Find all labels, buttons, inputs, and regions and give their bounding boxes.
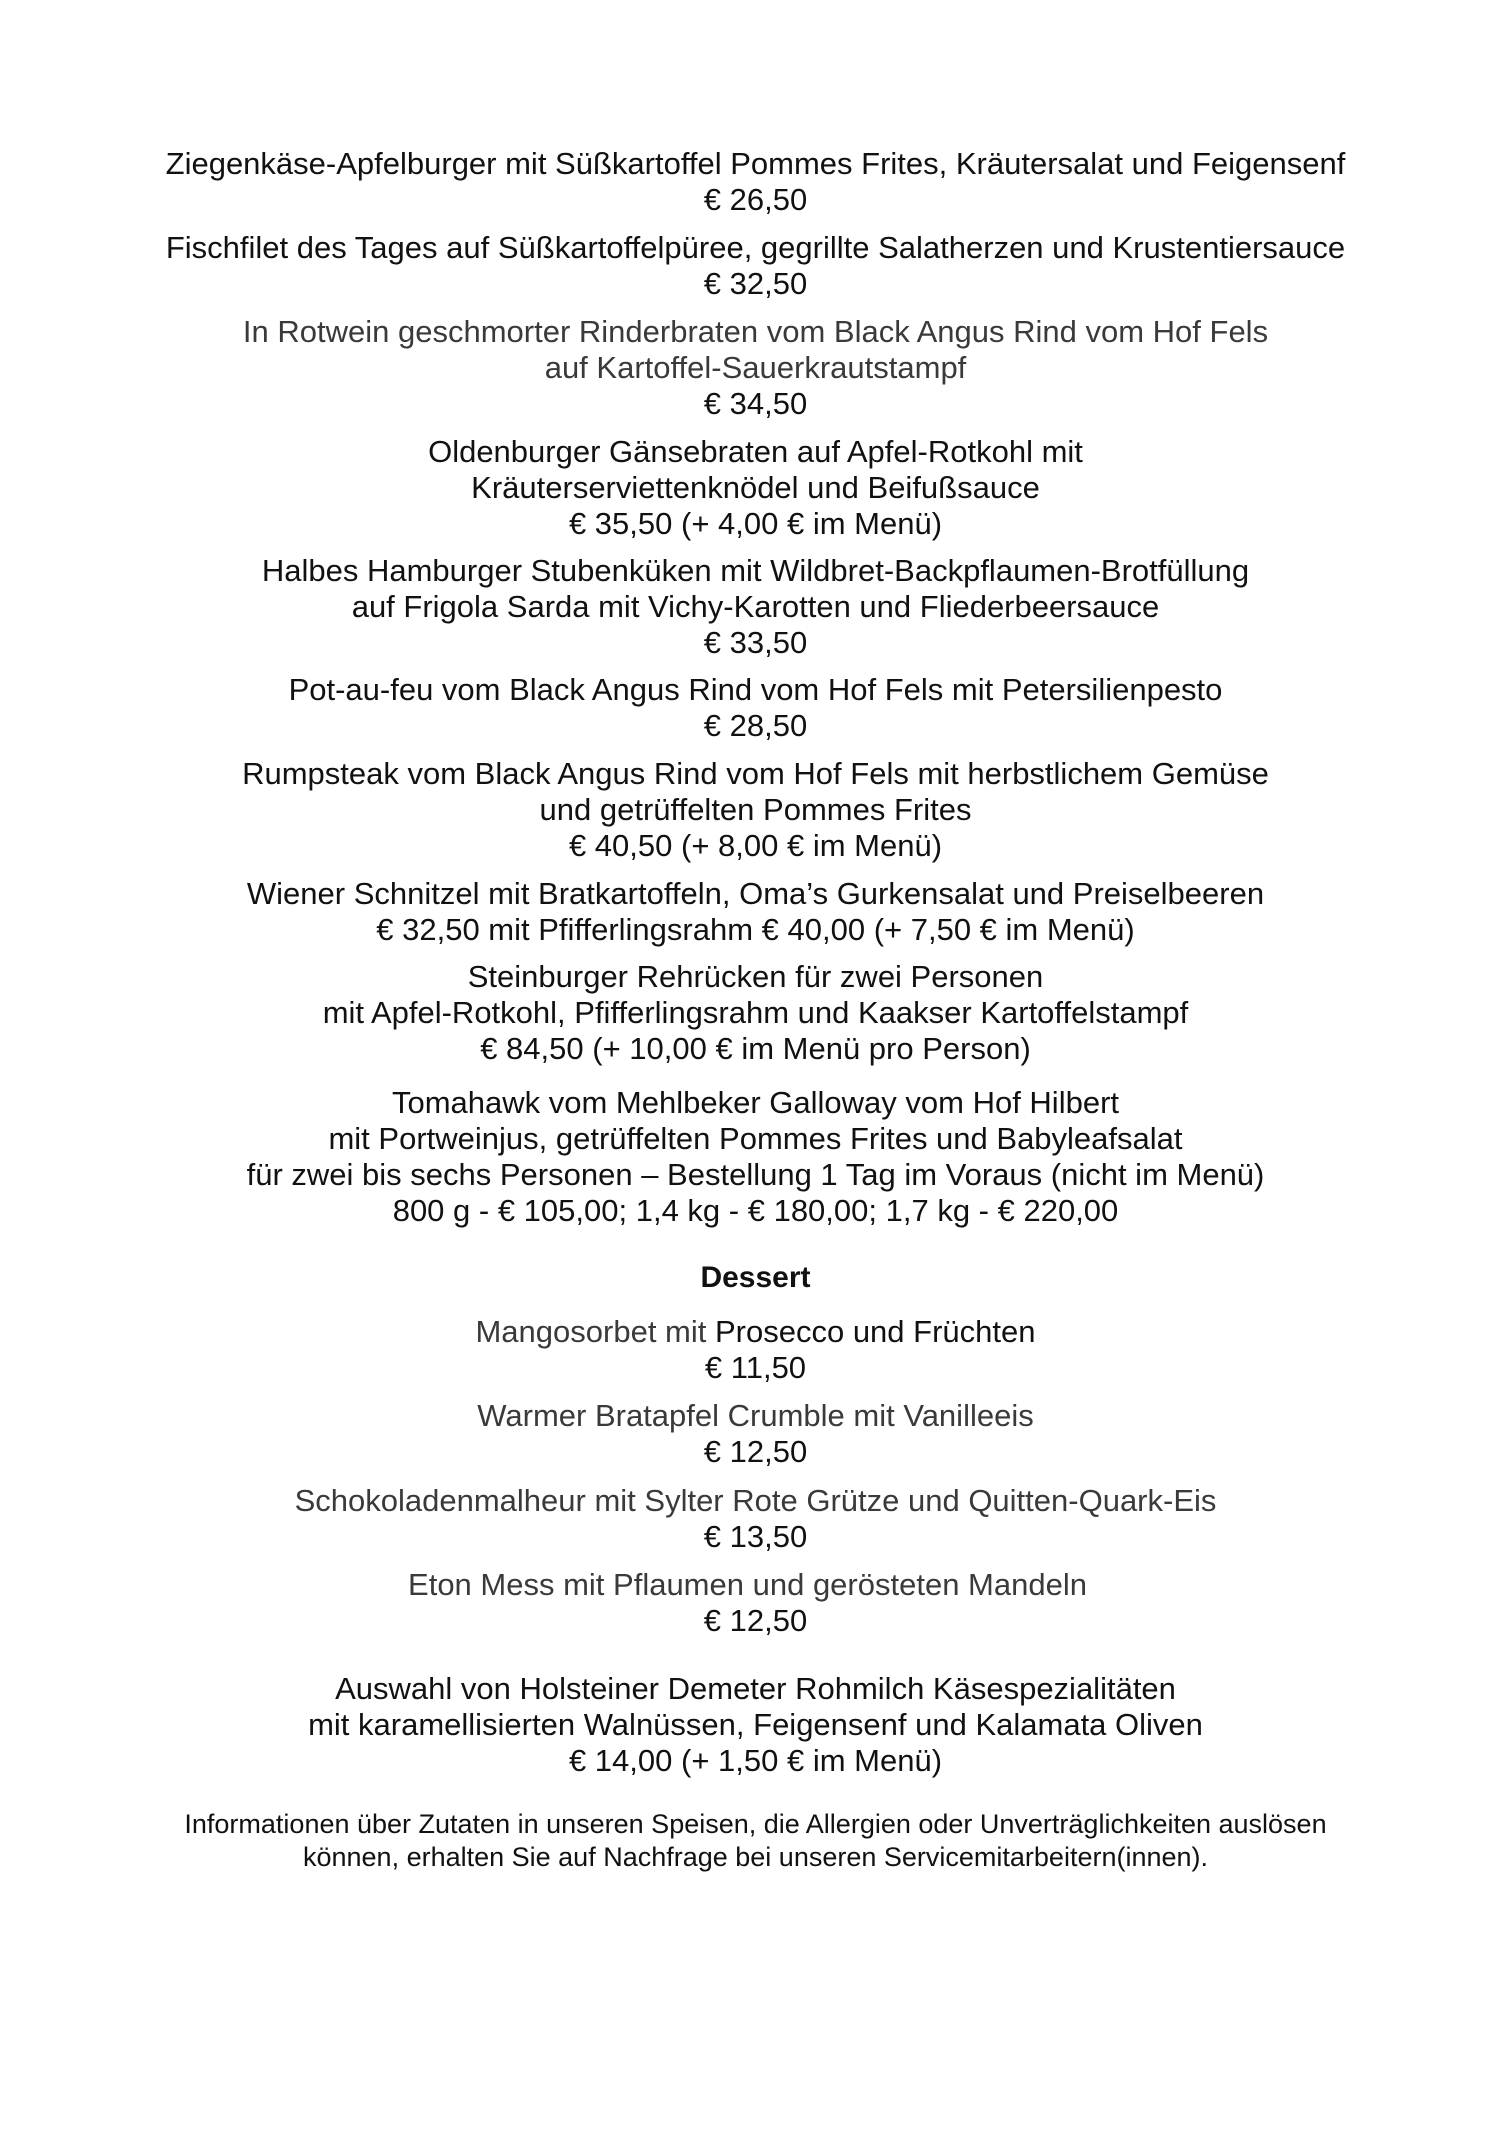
dish-3-price: € 34,50 (703, 386, 808, 421)
dish-6-name: Pot-au-feu vom Black Angus Rind vom Hof Fels mit Petersilienpesto (288, 672, 1223, 707)
dish-8-name: Wiener Schnitzel mit Bratkartoffeln, Oma’s Gurkensalat und Preiselbeeren (246, 876, 1265, 911)
dessert-3-name: Schokoladenmalheur mit Sylter Rote Grütze und Quitten-Quark-Eis (294, 1483, 1217, 1518)
dessert-1-name-part-1: Mangosorbet mit (475, 1314, 715, 1349)
dessert-1-name (0, 1314, 1511, 1350)
dish-9-price: € 84,50 (+ 10,00 € im Menü pro Person) (480, 1031, 1031, 1066)
dish-8-price: € 32,50 mit Pfifferlingsrahm € 40,00 (+ 7,50 € im Menü) (376, 912, 1135, 947)
dish-5-name-line-1: Halbes Hamburger Stubenküken mit Wildbret-Backpflaumen-Brotfüllung (261, 553, 1250, 588)
dessert-3-price: € 13,50 (703, 1519, 808, 1554)
dish-1-name: Ziegenkäse-Apfelburger mit Süßkartoffel Pommes Frites, Kräutersalat und Feigensenf (165, 146, 1346, 181)
dessert-5-name-line-2: mit karamellisierten Walnüssen, Feigensenf und Kalamata Oliven (308, 1707, 1203, 1742)
dish-1-price: € 26,50 (703, 182, 808, 217)
dish-3-name-line-2: auf Kartoffel-Sauerkrautstampf (544, 350, 967, 385)
dish-3-name-line-1: In Rotwein geschmorter Rinderbraten vom Black Angus Rind vom Hof Fels (242, 314, 1269, 349)
dish-7-name-line-2: und getrüffelten Pommes Frites (539, 792, 972, 827)
dish-4-price: € 35,50 (+ 4,00 € im Menü) (568, 506, 943, 541)
dish-7-price: € 40,50 (+ 8,00 € im Menü) (568, 828, 943, 863)
dessert-4-name: Eton Mess mit Pflaumen und gerösteten Mandeln (408, 1567, 1087, 1602)
dessert-5-name-line-1: Auswahl von Holsteiner Demeter Rohmilch Käsespezialitäten (335, 1671, 1176, 1706)
allergen-info-line-2: können, erhalten Sie auf Nachfrage bei unseren Servicemitarbeitern(innen). (302, 1842, 1209, 1872)
dish-10-price: 800 g - € 105,00; 1,4 kg - € 180,00; 1,7 kg - € 220,00 (392, 1193, 1119, 1228)
dish-5-price: € 33,50 (703, 625, 808, 660)
dessert-1-name-part-2: Prosecco und Früchten (714, 1314, 1036, 1349)
dish-4-name-line-2: Kräuterserviettenknödel und Beifußsauce (471, 470, 1040, 505)
dessert-1-price: € 11,50 (704, 1350, 807, 1385)
dish-9-name-line-1: Steinburger Rehrücken für zwei Personen (467, 959, 1044, 994)
dish-2-price: € 32,50 (703, 266, 808, 301)
dessert-2-name: Warmer Bratapfel Crumble mit Vanilleeis (477, 1398, 1034, 1433)
dessert-4-price: € 12,50 (703, 1603, 808, 1638)
dessert-5-price: € 14,00 (+ 1,50 € im Menü) (568, 1743, 943, 1778)
dish-2-name: Fischfilet des Tages auf Süßkartoffelpüree, gegrillte Salatherzen und Krustentiersauce (165, 230, 1346, 265)
dish-10-name-line-3: für zwei bis sechs Personen – Bestellung 1 Tag im Voraus (nicht im Menü) (246, 1157, 1265, 1192)
dish-6-price: € 28,50 (703, 708, 808, 743)
dish-5-name-line-2: auf Frigola Sarda mit Vichy-Karotten und Fliederbeersauce (351, 589, 1160, 624)
dish-4-name-line-1: Oldenburger Gänsebraten auf Apfel-Rotkohl mit (428, 434, 1083, 469)
dessert-heading: Dessert (700, 1261, 811, 1294)
dessert-2-price: € 12,50 (703, 1434, 808, 1469)
dish-10-name-line-1: Tomahawk vom Mehlbeker Galloway vom Hof Hilbert (391, 1085, 1120, 1120)
allergen-info-line-1: Informationen über Zutaten in unseren Speisen, die Allergien oder Unverträglichkeiten auslösen (184, 1809, 1327, 1839)
dish-9-name-line-2: mit Apfel-Rotkohl, Pfifferlingsrahm und Kaakser Kartoffelstampf (322, 995, 1189, 1030)
dish-10-name-line-2: mit Portweinjus, getrüffelten Pommes Frites und Babyleafsalat (328, 1121, 1183, 1156)
dish-7-name-line-1: Rumpsteak vom Black Angus Rind vom Hof Fels mit herbstlichem Gemüse (242, 756, 1269, 791)
